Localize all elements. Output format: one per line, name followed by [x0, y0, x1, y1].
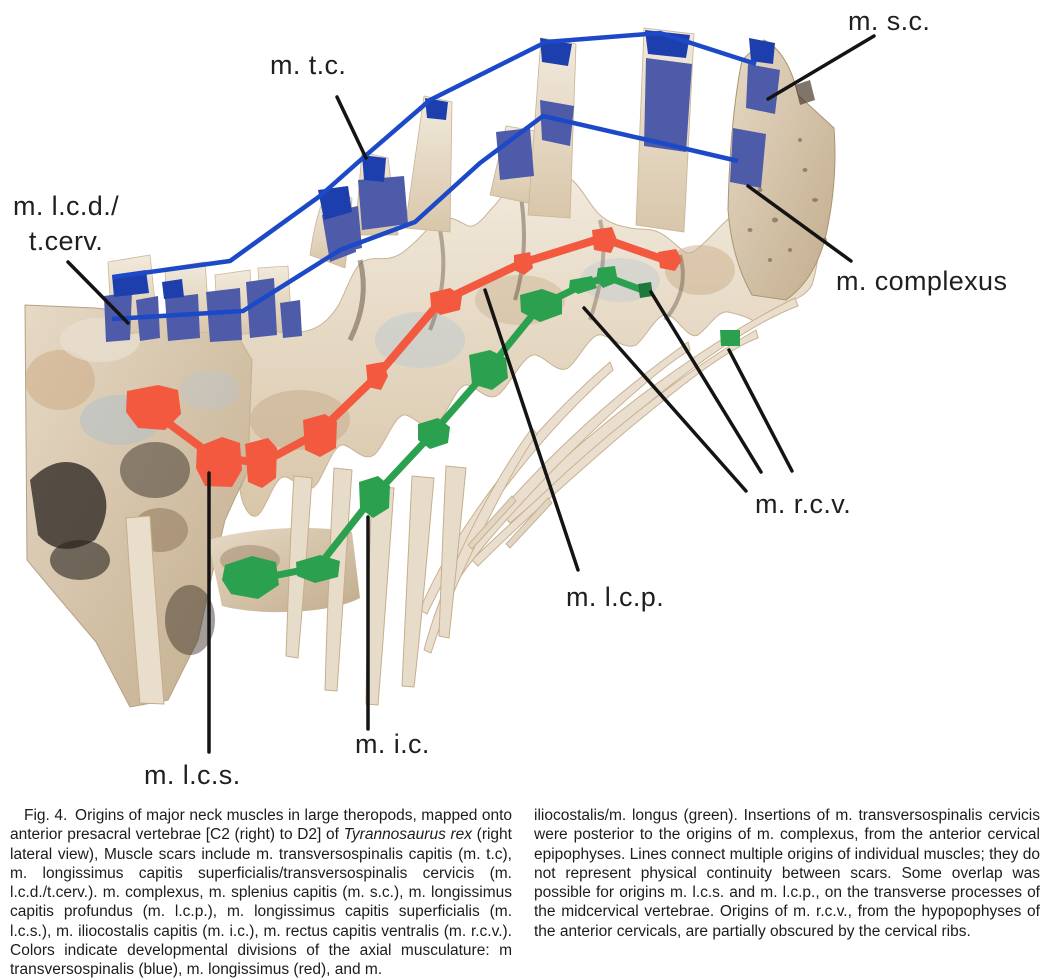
- label-m-rcv: m. r.c.v.: [755, 489, 852, 519]
- leader-line-m-tc: [337, 97, 366, 158]
- label-m-lcp: m. l.c.p.: [566, 582, 665, 612]
- caption-left-rest: (right lateral view), Muscle scars include m. transversospinalis capitis (m. t.c), m. longissimus capitis superficialis/transversospinalis cervicis (m. l.c.d./t.cerv.). m. complexus, m. splenius capitis (m. s.c.), m. longissimus capitis profundus (m. l.c.p.), m. longissimus capitis superficialis (m. l.c.s.), m. iliocostalis capitis (m. i.c.), m. rectus capitis ventralis (m. r.c.v.). Colors indicate developmental divisions of the axial musculature: m transversospinalis (blue), m. longissimus (red), and m.: [10, 826, 512, 979]
- caption-species-name: Tyrannosaurus rex: [343, 826, 473, 844]
- label-m-lcs: m. l.c.s.: [144, 760, 241, 790]
- label-m-complexus: m. complexus: [836, 266, 1008, 296]
- caption-intro-text: Fig. 4. Origins of major neck muscles in large theropods, mapped onto anterior presacral vertebrae [C2 (right) to D2] of: [10, 807, 512, 844]
- label-m-lcd-tcerv: [2, 189, 130, 259]
- caption-right-column: iliocostalis/m. longus (green). Insertions of m. transversospinalis cervicis were posterior to the origins of m. complexus, from the anterior cervical epipophyses. Lines connect multiple origins of individual muscles; they do not represent physical continuity between scars. Some overlap was possible for origins m. l.c.s. and m. l.c.p., on the transverse processes of the midcervical vertebrae. Origins of m. r.c.v., from the hypopophyses of the anterior cervicals, are partially obscured by the cervical ribs.: [534, 807, 1040, 940]
- caption-left-column: [10, 806, 512, 980]
- skeleton-photo: [25, 28, 835, 707]
- label-m-ic: m. i.c.: [355, 729, 430, 759]
- figure-caption: [10, 806, 1040, 980]
- label-m-lcd-line2: t.cerv.: [28, 226, 104, 256]
- label-m-lcd-line1: m. l.c.d./: [12, 191, 119, 221]
- leader-line-m-rcv-3: [729, 350, 792, 471]
- label-m-tc: m. t.c.: [270, 50, 347, 80]
- label-m-sc: m. s.c.: [848, 6, 931, 36]
